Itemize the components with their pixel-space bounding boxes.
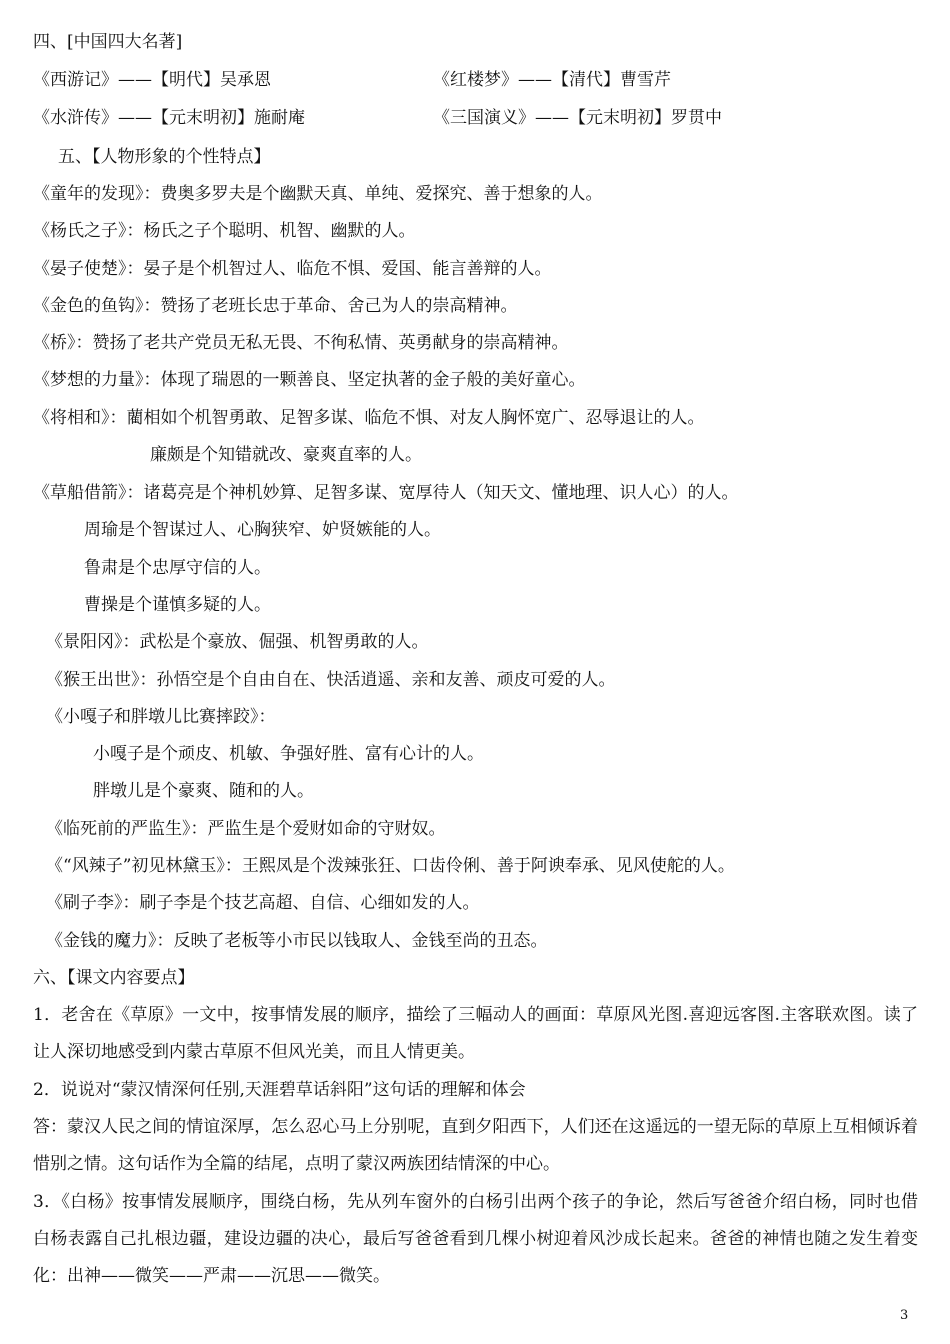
paragraph: 2．说说对“蒙汉情深何任别,天涯碧草话斜阳”这句话的理解和体会 — [33, 1080, 526, 1100]
section-4-heading: 四、[中国四大名著] — [33, 32, 183, 52]
character-line: 《草船借箭》：诸葛亮是个神机妙算、足智多谋、宽厚待人（知天文、懂地理、识人心）的人。 — [33, 483, 739, 503]
character-line: 《景阳冈》：武松是个豪放、倔强、机智勇敢的人。 — [46, 632, 429, 652]
character-line: 《金钱的魔力》：反映了老板等小市民以钱取人、金钱至尚的丑态。 — [46, 931, 548, 951]
character-line: 《将相和》：藺相如个机智勇敢、足智多谋、临危不惧、对友人胸怀宽广、忍辱退让的人。 — [33, 408, 705, 428]
character-line: 《晏子使楚》：晏子是个机智过人、临危不惧、爱国、能言善辩的人。 — [33, 259, 552, 279]
character-line: 小嘎子是个顽皮、机敏、争强好胜、富有心计的人。 — [93, 744, 484, 764]
character-line: 《小嘎子和胖墩儿比赛摔跤》： — [46, 707, 276, 727]
character-line: 《桥》：赞扬了老共产党员无私无畏、不徇私情、英勇献身的崇高精神。 — [33, 333, 569, 353]
section-6-heading: 六、【课文内容要点】 — [33, 968, 195, 988]
book-entry: 《西游记》——【明代】吴承恩 — [33, 70, 271, 90]
paragraph: 1．老舍在《草原》一文中，按事情发展的顺序，描绘了三幅动人的画面：草原风光图.喜迎远客图.主客联欢图。读了让人深切地感受到内蒙古草原不但风光美，而且人情更美。 — [33, 1005, 918, 1062]
book-entry: 《红楼梦》——【清代】曹雪芹 — [433, 70, 671, 90]
paragraph: 答：蒙汉人民之间的情谊深厚，怎么忍心马上分别呢，直到夕阳西下，人们还在这遥远的一望无际的草原上互相倾诉着惜别之情。这句话作为全篇的结尾，点明了蒙汉两族团结情深的中心。 — [33, 1117, 918, 1174]
character-line: 廉颇是个知错就改、豪爽直率的人。 — [150, 445, 422, 465]
character-line: 《“风辣子”初见林黛玉》：王熙凤是个泼辣张狂、口齿伶俐、善于阿谀奉承、见风使舵的人。 — [46, 856, 735, 876]
character-line: 鲁肃是个忠厚守信的人。 — [84, 558, 271, 578]
character-line: 《杨氏之子》：杨氏之子个聪明、机智、幽默的人。 — [33, 221, 416, 241]
character-line: 《刷子李》：刷子李是个技艺高超、自信、心细如发的人。 — [46, 893, 480, 913]
character-line: 《金色的鱼钩》：赞扬了老班长忠于革命、舍己为人的崇高精神。 — [33, 296, 518, 316]
character-line: 曹操是个谨慎多疑的人。 — [84, 595, 271, 615]
character-line: 《童年的发现》：费奥多罗夫是个幽默天真、单纯、爱探究、善于想象的人。 — [33, 184, 603, 204]
book-entry: 《水浒传》——【元末明初】施耐庵 — [33, 108, 305, 128]
section-5-heading: 五、【人物形象的个性特点】 — [58, 147, 271, 167]
character-line: 《临死前的严监生》：严监生是个爱财如命的守财奴。 — [46, 819, 446, 839]
character-line: 《梦想的力量》：体现了瑞恩的一颗善良、坚定执著的金子般的美好童心。 — [33, 370, 586, 390]
character-line: 《猴王出世》：孙悟空是个自由自在、快活逍遥、亲和友善、顽皮可爱的人。 — [46, 670, 616, 690]
character-line: 周瑜是个智谋过人、心胸狭窄、妒贤嫉能的人。 — [84, 520, 441, 540]
character-line: 胖墩儿是个豪爽、随和的人。 — [93, 781, 314, 801]
page-number: 3 — [900, 1308, 909, 1323]
paragraph: 3．《白杨》按事情发展顺序，围绕白杨，先从列车窗外的白杨引出两个孩子的争论，然后写爸爸介绍白杨，同时也借白杨表露自己扎根边疆，建设边疆的决心，最后写爸爸看到几棵小树迎着风沙成长起来。爸爸的神情也随之发生着变化：出神——微笑——严肃——沉思——微笑。 — [33, 1192, 918, 1286]
book-entry: 《三国演义》——【元末明初】罗贯中 — [433, 108, 722, 128]
